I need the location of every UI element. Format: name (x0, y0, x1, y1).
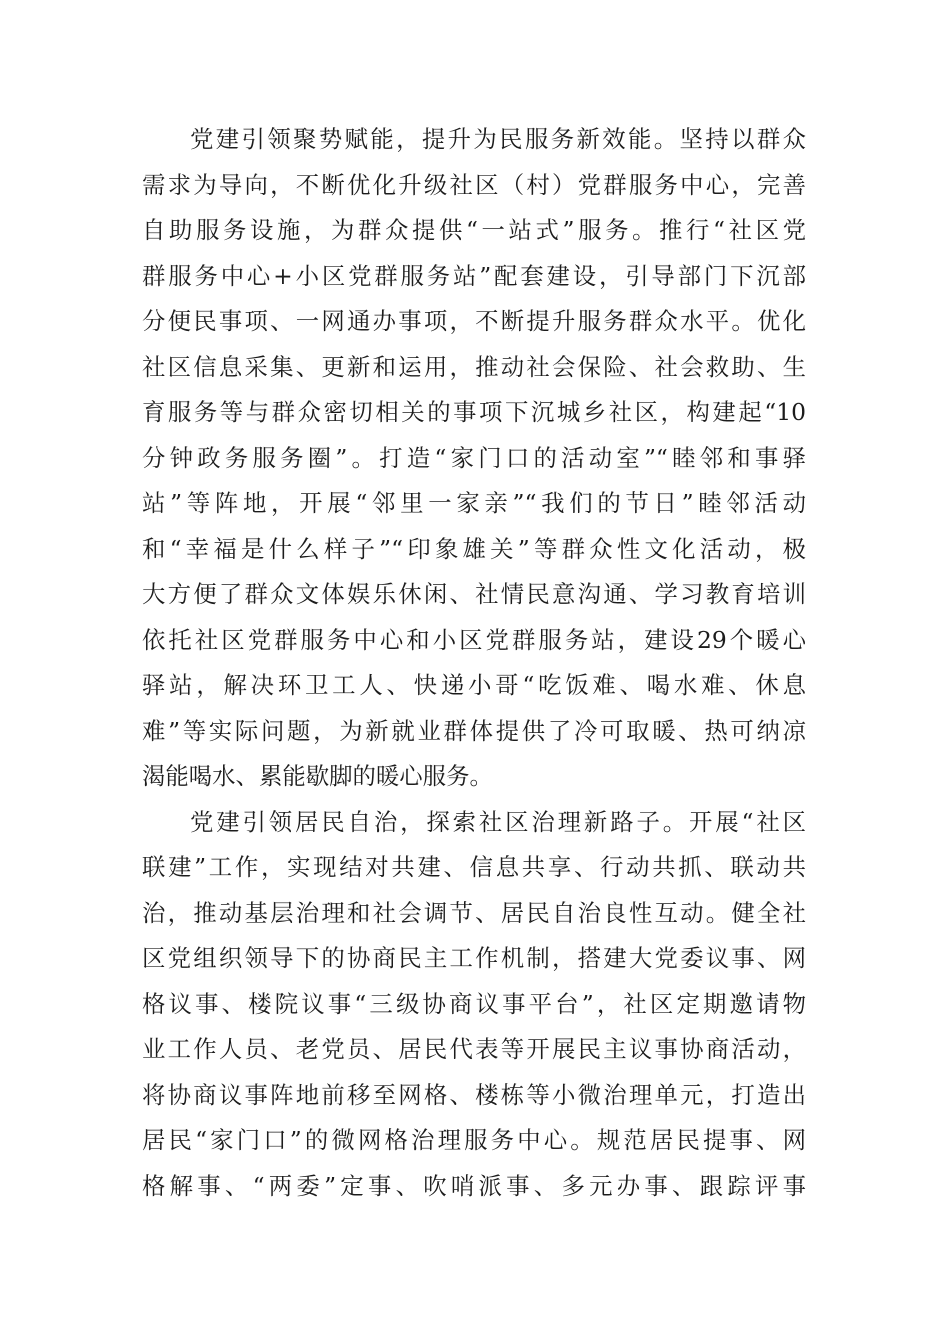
paragraph-line: 驿站，解决环卫工人、快递小哥“吃饭难、喝水难、休息 (142, 671, 806, 699)
paragraph-line: 自助服务设施，为群众提供“一站式”服务。推行“社区党 (142, 216, 806, 244)
paragraph-line: 群服务中心+小区党群服务站”配套建设，引导部门下沉部 (142, 261, 806, 290)
paragraph-line: 渴能喝水、累能歇脚的暖心服务。 (142, 762, 493, 790)
paragraph-service-efficiency (142, 117, 806, 800)
paragraph-line: 格解事、“两委”定事、吹哨派事、多元办事、跟踪评事 (142, 1171, 806, 1200)
paragraph-line: 党建引领聚势赋能，提升为民服务新效能。坚持以群众 (190, 125, 806, 153)
paragraph-line: 党建引领居民自治，探索社区治理新路子。开展“社区 (190, 807, 806, 836)
paragraph-line: 分便民事项、一网通办事项，不断提升服务群众水平。优化 (142, 307, 806, 335)
paragraph-line: 区党组织领导下的协商民主工作机制，搭建大党委议事、网 (142, 944, 806, 972)
paragraph-line: 业工作人员、老党员、居民代表等开展民主议事协商活动， (142, 1035, 806, 1063)
paragraph-resident-autonomy (142, 800, 806, 1210)
document-body (142, 117, 806, 1209)
paragraph-line: 居民“家门口”的微网格治理服务中心。规范居民提事、网 (142, 1126, 806, 1154)
paragraph-line: 依托社区党群服务中心和小区党群服务站，建设29个暖心 (142, 625, 806, 654)
paragraph-line: 社区信息采集、更新和运用，推动社会保险、社会救助、生 (142, 352, 806, 381)
paragraph-line: 格议事、楼院议事“三级协商议事平台”，社区定期邀请物 (142, 989, 806, 1018)
paragraph-line: 难”等实际问题，为新就业群体提供了冷可取暖、热可纳凉 (142, 716, 806, 745)
paragraph-line: 分钟政务服务圈”。打造“家门口的活动室”“睦邻和事驿 (142, 443, 806, 472)
paragraph-line: 需求为导向，不断优化升级社区（村）党群服务中心，完善 (142, 170, 806, 199)
paragraph-line: 将协商议事阵地前移至网格、楼栋等小微治理单元，打造出 (142, 1080, 806, 1109)
paragraph-line: 育服务等与群众密切相关的事项下沉城乡社区，构建起“10 (142, 398, 806, 426)
paragraph-line: 大方便了群众文体娱乐休闲、社情民意沟通、学习教育培训 (142, 580, 806, 608)
paragraph-line: 联建”工作，实现结对共建、信息共享、行动共抓、联动共 (142, 853, 806, 881)
paragraph-line: 站”等阵地，开展“邻里一家亲”“我们的节日”睦邻活动 (142, 489, 806, 517)
paragraph-line: 治，推动基层治理和社会调节、居民自治良性互动。健全社 (142, 898, 806, 927)
paragraph-line: 和“幸福是什么样子”“印象雄关”等群众性文化活动，极 (142, 534, 806, 563)
